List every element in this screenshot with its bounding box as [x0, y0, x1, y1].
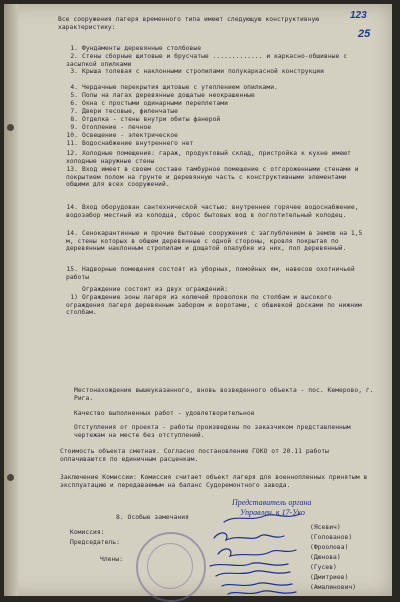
list-item: [66, 132, 372, 140]
list-item-number: 10.: [66, 132, 78, 139]
list-item: [66, 100, 372, 108]
section-4-quality: Качество выполненных работ - удовлетворительное: [74, 410, 255, 417]
handwritten-note-line-2: Управлен. к 17-Уко: [240, 508, 305, 517]
list-item: [66, 294, 372, 317]
list-item-text: Чердачные перекрытия щитовые с утеплением опилками.: [82, 84, 278, 91]
list-item: [66, 124, 372, 132]
list-item-text: Фундаменты деревянные столбовые: [82, 45, 202, 52]
list-item-number: 2.: [70, 53, 78, 60]
printed-page-number: 123: [350, 10, 367, 21]
list-item-number: 5.: [70, 92, 78, 99]
intro-paragraph: Все сооружения лагеря временного типа имеют следующую конструктивную характеристику:: [58, 16, 320, 31]
binding-edge: [4, 4, 18, 596]
commission-label: Комиссия:: [70, 529, 105, 536]
punch-hole: [7, 474, 14, 481]
members-label: Члены:: [100, 556, 124, 563]
list-item-text: Сенокарантинные и прочие бытовые сооружения с заглублением в землю на 1,5 м, стены которых в общем деревянные с одной стороны, кровля покрытая по деревянным наклонным стропилам и дощатой опалубке из них, пол деревянный.: [66, 230, 363, 253]
list-item-number: 11.: [66, 140, 78, 147]
list-item-text: Ограждение зоны лагеря из колючей проволоки по столбам и высокого ограждения лагеря деревянным забором и воротами, с обшивкой досками по нижним столбам.: [66, 294, 362, 317]
member-name: (Ясевич): [310, 524, 341, 531]
signatures: [200, 502, 330, 597]
member-name: (Дюнова): [310, 554, 341, 561]
list-item: [66, 266, 372, 281]
list-item-number: 8.: [70, 116, 78, 123]
list-item-text: Вход имеет в своем составе тамбурное помещение с отгороженными стенами и покрытием полом на грунте и деревянную часть с конструктивными элементами общими для всех сооружений.: [66, 166, 359, 189]
list-item-text: Отделка - стены внутри обиты фанерой: [82, 116, 221, 123]
round-stamp: [136, 532, 206, 602]
list-item-number: 12.: [66, 150, 78, 157]
list-item: [66, 150, 372, 165]
list-item-number: 1.: [70, 45, 78, 52]
list-item-number: 7.: [70, 108, 78, 115]
document-sheet: [4, 4, 392, 596]
punch-hole: [7, 124, 14, 131]
list-item-text: Стены сборные щитовые и брусчатые ............. и каркасно-обшивные с засыпкой опилками: [66, 53, 348, 68]
list-item-text: Окна с простыми одинарными переплетами: [82, 100, 228, 107]
list-item-text: Водоснабжение внутреннего нет: [82, 140, 194, 147]
list-item: [66, 230, 372, 253]
member-name: (Фроолова): [310, 544, 349, 551]
member-name: (Голованов): [310, 534, 353, 541]
list-item: [66, 140, 372, 148]
list-item-text: Освещение - электрическое: [82, 132, 179, 139]
list-item-number: 3.: [70, 68, 78, 75]
list-item-text: Двери тесовые, филенчатые: [82, 108, 179, 115]
member-name: (Амалинович): [310, 584, 357, 591]
list-item-number: 14.: [66, 204, 78, 211]
list-item: [66, 45, 372, 53]
list-item: [66, 166, 372, 189]
chairman-label: Председатель:: [70, 539, 120, 546]
list-item-text: Холодные помещения: гараж, продуктовый склад, пристройка к кухне имеют холодные наружные стены: [66, 150, 351, 165]
list-item-number: 6.: [70, 100, 78, 107]
list-item: [66, 116, 372, 124]
list-item: [66, 92, 372, 100]
list-item: [66, 108, 372, 116]
list-item-number: 15.: [66, 266, 78, 273]
member-name: (Гусев): [310, 564, 337, 571]
list-item: [66, 68, 372, 76]
list-item: [66, 84, 372, 92]
list-item-number: 1): [70, 294, 78, 301]
section-5-deviations: Отступления от проекта - работы произведены по заказчиком представленным чертежам на месте без отступлений.: [74, 424, 351, 439]
list-item: [66, 286, 372, 294]
list-item-text: Вход оборудован сантехнической частью: внутреннее горячее водоснабжение, водозабор местный из колодца, сброс бытовых вод в поглотительный колодец.: [66, 204, 359, 219]
member-name: (Дмитриев): [310, 574, 349, 581]
list-item-number: 4.: [70, 84, 78, 91]
list-item-text: Надворные помещения состоят из уборных, помойных ям, навесов охотничьей работы: [66, 266, 355, 281]
list-item-text: Полы на лагах деревянные дощатые неокрашенные: [82, 92, 255, 99]
section-7-conclusion: Заключение Комиссии: Комиссия считает объект лагеря для военнопленных принятым в эксплуатацию и передаваемым на баланс Судоремонтного завода.: [60, 474, 368, 489]
handwritten-note-line-1: Представитель органа: [232, 498, 312, 507]
list-item: [66, 53, 372, 68]
list-item-text: Ограждение состоит из двух ограждений:: [82, 286, 228, 293]
section-3-location: Местонахождение вышеуказанного, вновь возведенного объекта - пос. Кемерово, г. Рига.: [74, 387, 374, 402]
handwritten-page-number: 25: [358, 28, 371, 40]
list-item-text: Отопление - печное: [82, 124, 152, 131]
list-item-number: 9.: [70, 124, 78, 131]
list-item-number: 14.: [66, 230, 78, 237]
section-6-cost: Стоимость объекта сметная. Согласно постановлению ГОКО от 20.11 работы оплачиваются по единичным расценкам.: [60, 448, 329, 463]
list-item: [66, 204, 372, 219]
section-8-remarks: 8. Особые замечания: [116, 514, 189, 521]
list-item-number: 13.: [66, 166, 78, 173]
list-item-text: Крыша толевая с наклонными стропилами полукаркасной конструкции: [82, 68, 324, 75]
